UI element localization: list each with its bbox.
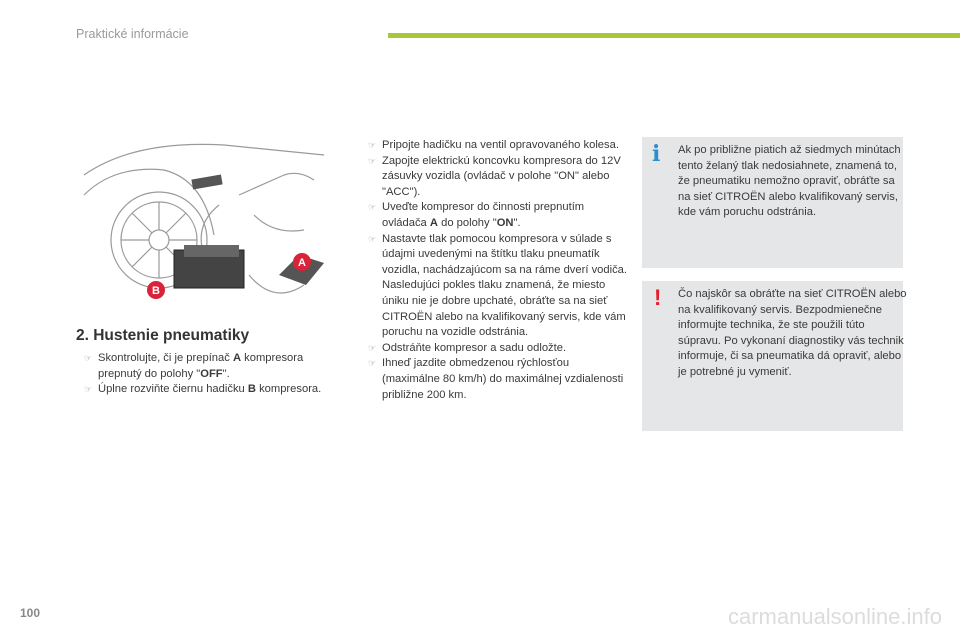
step-bold: A xyxy=(232,352,242,364)
step-bold: OFF xyxy=(200,367,223,380)
step-text: Zapojte elektrickú koncovku kompresora do 12V zásuvky vozidla (ovládač v polohe "ON" alebo "ACC"). xyxy=(382,154,621,198)
step-item xyxy=(368,341,628,357)
warning-text: Čo najskôr sa obráťte na sieť CITROËN alebo na kvalifikovaný servis. Bezpodmienečne informujte technika, že ste použili túto súpravu. Po vykonaní diagnostiky vás technik informuje, či sa pneumatika dá opraviť, alebo je potrebné ju vymeniť. xyxy=(678,288,907,378)
pointing-hand-icon: ☞ xyxy=(368,155,377,166)
step-text: do polohy " xyxy=(438,216,497,229)
compressor-illustration xyxy=(74,135,336,310)
step-item xyxy=(368,154,628,201)
step-item xyxy=(368,356,628,403)
warning-icon: ! xyxy=(654,285,662,310)
pointing-hand-icon: ☞ xyxy=(368,140,377,150)
step-item xyxy=(368,200,628,231)
left-steps xyxy=(84,351,334,398)
section-title: 2. Hustenie pneumatiky xyxy=(76,327,250,344)
pointing-hand-icon: ☞ xyxy=(368,233,377,244)
step-item xyxy=(368,138,628,154)
warning-box xyxy=(642,281,907,431)
info-text: Ak po približne piatich až siedmych minútach tento želaný tlak nedosiahnete, znamená to, že pneumatiku nemožno opraviť, obráťte sa na sieť CITROËN alebo kvalifikovaný servis, kde vám poruchu odstránia. xyxy=(678,144,901,219)
page-number: 100 xyxy=(20,606,41,620)
step-text: Úplne rozviňte čiernu hadičku xyxy=(98,383,248,396)
pointing-hand-icon: ☞ xyxy=(368,342,377,353)
step-bold: B xyxy=(247,383,256,396)
step-text: ". xyxy=(222,367,230,380)
pointing-hand-icon: ☞ xyxy=(368,358,377,369)
step-item xyxy=(368,232,628,341)
middle-steps xyxy=(368,138,628,403)
step-text: kompresora prepnutý do polohy " xyxy=(98,352,304,380)
step-bold: A xyxy=(429,216,438,229)
section-header: Praktické informácie xyxy=(76,27,189,41)
step-text: Skontrolujte, či je prepínač xyxy=(98,352,233,364)
callout-a-label: A xyxy=(298,257,306,269)
step-item xyxy=(84,382,334,398)
step-item xyxy=(84,351,334,382)
step-text: Nastavte tlak pomocou kompresora v súlade s údajmi uvedenými na štítku tlaku pneumatík vozidla, nachádzajúcom sa na ráme dverí vodiča. xyxy=(382,232,628,276)
step-text: Odstráňte kompresor a sadu odložte. xyxy=(382,341,567,354)
info-icon: i xyxy=(652,141,661,167)
step-text: Ihneď jazdite obmedzenou rýchlosťou (maximálne 80 km/h) do maximálnej vzdialenosti približne 200 km. xyxy=(382,357,624,401)
step-text: kompresora. xyxy=(255,383,322,396)
step-text: ". xyxy=(513,216,521,229)
watermark: carmanualsonline.info xyxy=(727,604,942,629)
step-text: Uveďte kompresor do činnosti prepnutím ovládača xyxy=(382,201,585,229)
pointing-hand-icon: ☞ xyxy=(84,384,93,395)
step-bold: ON xyxy=(496,216,514,229)
step-text: Pripojte hadičku na ventil opravovaného kolesa. xyxy=(382,139,619,151)
step-note: Nasledujúci pokles tlaku znamená, že miesto úniku nie je dobre upchaté, obráťte sa na sieť CITROËN alebo na kvalifikovaný servis, kde vám poruchu na vozidle odstránia. xyxy=(382,279,626,339)
callout-b-label: B xyxy=(152,285,160,297)
pointing-hand-icon: ☞ xyxy=(84,353,93,363)
info-box xyxy=(642,137,903,268)
pointing-hand-icon: ☞ xyxy=(368,202,377,213)
header-accent-bar xyxy=(388,33,960,38)
